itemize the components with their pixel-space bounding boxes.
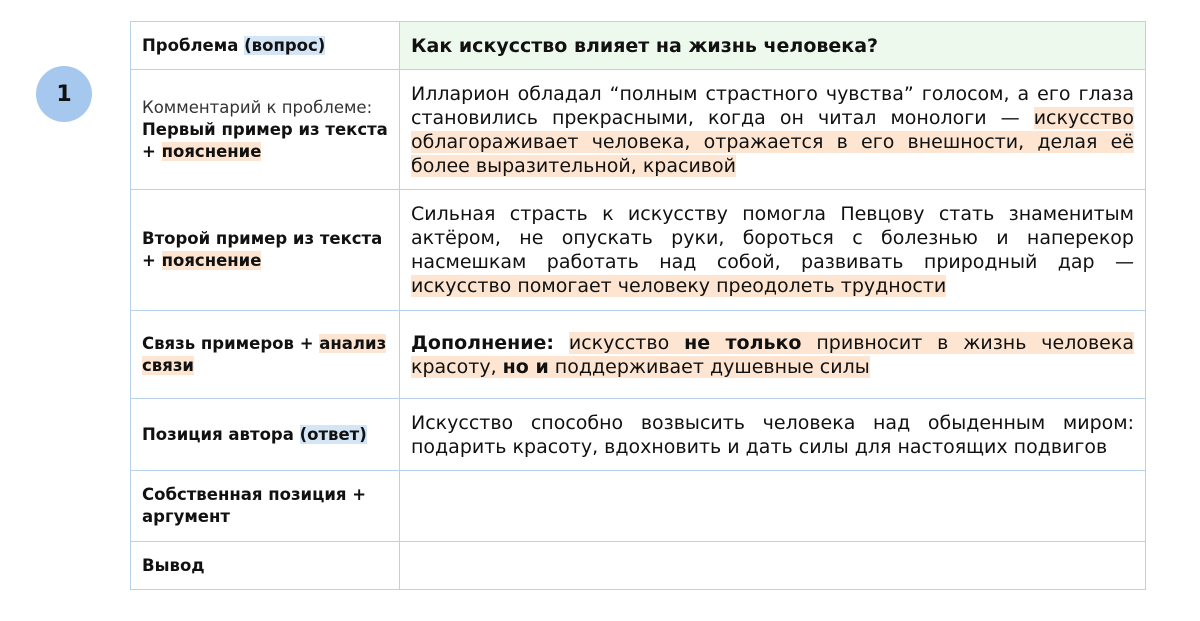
label-highlight: пояснение xyxy=(161,251,262,270)
row-content-conclusion xyxy=(400,542,1146,590)
row-content-second-example xyxy=(400,190,1146,311)
table-row-own-position xyxy=(131,471,1146,542)
label-text-regular: Комментарий к проблеме: xyxy=(142,97,373,117)
step-number-badge xyxy=(36,66,92,122)
label-text: Собственная позиция + аргумент xyxy=(142,485,367,526)
step-number: 1 xyxy=(56,81,72,107)
table-row-link xyxy=(131,311,1146,399)
essay-plan-table xyxy=(130,21,1146,590)
row-label-conclusion xyxy=(131,542,400,590)
content-text: Сильная страсть к искусству помогла Певцову стать знаменитым актёром, не опускать руки, бороться с болезнью и наперекор насмешкам работать над собой, развивать природный дар — xyxy=(411,203,1134,273)
content-highlight-part: поддерживает душевные силы xyxy=(548,355,870,378)
label-highlight: пояснение xyxy=(161,141,262,161)
content-highlight-bold: не только xyxy=(684,331,802,354)
table-row-comment xyxy=(131,70,1146,190)
label-text-bold: Первый пример из текста + xyxy=(142,119,388,161)
table-row-conclusion xyxy=(131,542,1146,590)
table-row-second-example xyxy=(131,190,1146,311)
content-highlight: искусство облагораживает человека, отражается в его внешности, делая её более выразительной, красивой xyxy=(411,106,1134,177)
table-row-problem xyxy=(131,22,1146,70)
content-text: Как искусство влияет на жизнь человека? xyxy=(411,34,879,57)
label-text: Второй пример из текста + xyxy=(142,229,383,270)
content-highlight: искусство помогает человеку преодолеть трудности xyxy=(411,275,947,297)
content-text: Искусство способно возвысить человека над обыденным миром: подарить красоту, вдохновить и дать силы для настоящих подвигов xyxy=(411,411,1134,458)
row-label-comment xyxy=(131,70,400,190)
label-highlight: анализ связи xyxy=(142,333,387,375)
label-text: Связь примеров + xyxy=(142,333,320,353)
label-highlight: (ответ) xyxy=(299,424,367,444)
content-bold-prefix: Дополнение: xyxy=(411,331,555,354)
content-text: Илларион обладал “полным страстного чувства” голосом, а его глаза становились прекрасными, когда он читал монологи — xyxy=(411,82,1134,129)
label-highlight: (вопрос) xyxy=(244,35,326,55)
row-content-author xyxy=(400,399,1146,471)
row-content-comment xyxy=(400,70,1146,190)
row-label-link xyxy=(131,311,400,399)
row-content-link xyxy=(400,311,1146,399)
label-text: Позиция автора xyxy=(142,424,300,444)
content-highlight-bold: но и xyxy=(502,355,549,378)
table-row-author xyxy=(131,399,1146,471)
row-label-own-position xyxy=(131,471,400,542)
row-content-own-position xyxy=(400,471,1146,542)
label-text: Вывод xyxy=(142,555,205,575)
row-label-second-example xyxy=(131,190,400,311)
row-label-author xyxy=(131,399,400,471)
content-highlight-part: искусство xyxy=(568,331,685,354)
label-text: Проблема xyxy=(142,35,245,55)
row-label-problem xyxy=(131,22,400,70)
content-highlight-part: привносит в жизнь человека красоту, xyxy=(411,331,1134,378)
row-content-problem xyxy=(400,22,1146,70)
